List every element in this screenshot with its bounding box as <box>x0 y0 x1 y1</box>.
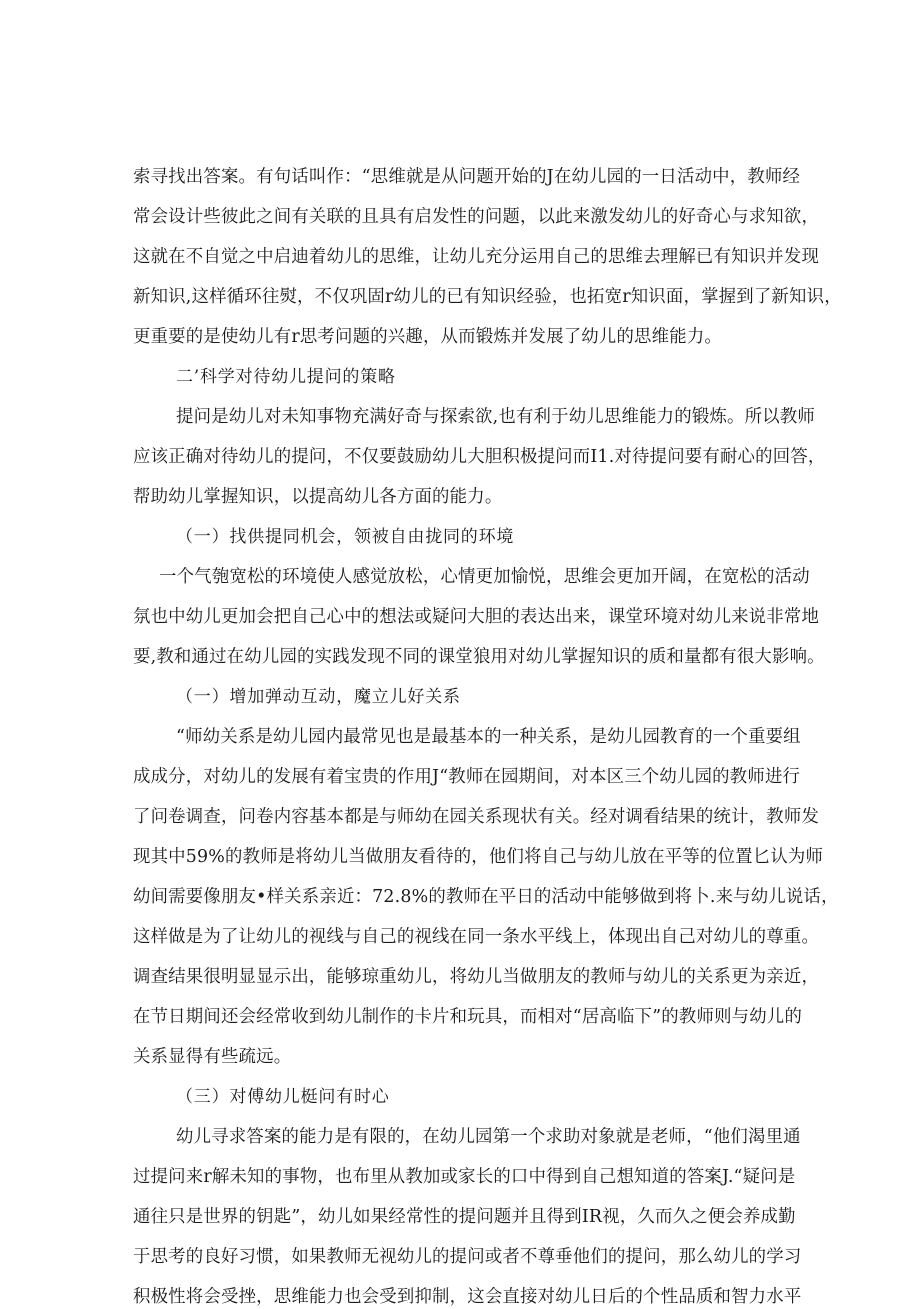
subheading-3: （三）对傅幼儿梃问有时心 <box>176 1087 390 1107</box>
paragraph-1-line: 更重要的是使幼儿有r思考问题的兴趣，从而锻炼并发展了幼儿的思维能力。 <box>133 327 723 347</box>
paragraph-5-line: 幼儿寻求答案的能力是有限的，在幼儿园第一个求助对象就是老师，“他们渴里通 <box>176 1127 801 1147</box>
paragraph-5-line: 过提问来r解未知的事物，也布里从教加或家长的口中得到自己想知道的答案J.“疑问是 <box>133 1167 796 1187</box>
subheading-2: （一）增加弹动互动，魔立儿好关系 <box>176 687 461 707</box>
paragraph-5-line: 于思考的良好习惯，如果教师无视幼儿的提问或者不尊垂他们的提问，那么幼儿的学习 <box>133 1247 802 1267</box>
paragraph-4-line: 关系显得有些疏远。 <box>133 1047 292 1067</box>
paragraph-1-line: 常会设计些彼此之间有关联的且具有启发性的问题，以此来激发幼儿的好奇心与求知欲， <box>133 207 820 227</box>
paragraph-2-line: 应该正确对待幼儿的提问，不仅要鼓励幼儿大胆积极提问而I1.对待提问要有耐心的回答， <box>133 447 826 467</box>
paragraph-4-line: 了问卷调查，问卷内容基本都是与师幼在园关系现状有关。经对调看结果的统计，教师发 <box>133 807 820 827</box>
paragraph-3-line: 氛也中幼儿更加会把自己心中的想法或疑问大胆的表达出来，课堂环境对幼儿来说非常地 <box>133 607 820 627</box>
paragraph-4-line: 这样做是为了让幼儿的视线与自己的视线在同一条水平线上，体现出自己对幼儿的尊重。 <box>133 927 820 947</box>
paragraph-4-line: 幼间需要像朋友•样关系亲近：72.8%的教师在平日的活动中能够做到将卜.来与幼儿说话， <box>133 887 839 907</box>
subheading-1: （一）找供提同机会，领被自由拢同的环境 <box>176 527 515 547</box>
paragraph-4-line: 成成分，对幼儿的发展有着宝贵的作用J“教师在园期间，对本区三个幼儿园的教师进行 <box>133 767 801 787</box>
paragraph-1-line: 索寻找出答案。有句话叫作：“思维就是从问题开始的J在幼儿园的一日活动中，教师经 <box>133 167 801 187</box>
paragraph-1-line: 这就在不自觉之中启迪着幼儿的思维，让幼儿充分运用自己的思维去理解已有知识并发现 <box>133 247 820 267</box>
paragraph-4-line: “师幼关系是幼儿园内最常见也是最基本的一种关系，是幼儿园教育的一个重要组 <box>176 727 801 747</box>
paragraph-4-line: 现其中59%的教师是将幼儿当做朋友看待的，他们将自己与幼儿放在平等的位置匕认为师 <box>133 847 824 867</box>
paragraph-4-line: 调查结果很明显显示出，能够琼重幼儿，将幼儿当做朋友的教师与幼儿的关系更为亲近， <box>133 967 820 987</box>
section-heading: 二’科学对待幼儿提问的策略 <box>176 367 396 387</box>
paragraph-5-line: 积极性将会受挫，思维能力也会受到抑制，这会直接对幼儿日后的个性品质和智力水平 <box>133 1287 802 1307</box>
paragraph-5-line: 通往只是世界的钥匙”，幼儿如果经常性的提问题并且得到IR视，久而久之便会养成勤 <box>133 1207 796 1227</box>
paragraph-3-line: 要,教和通过在幼儿园的实践发现不同的课堂狼用对幼儿掌握知识的质和量都有很大影响。 <box>133 647 825 667</box>
paragraph-2-line: 帮助幼儿掌握知识，以提高幼儿各方面的能力。 <box>133 487 503 507</box>
paragraph-3-line: 一个气匏宽松的环境使人感觉放松，心情更加愉悦，思维会更加开阔，在宽松的活动 <box>159 567 810 587</box>
paragraph-1-line: 新知识,这样循环往熨，不仅巩固r幼儿的已有知识经验，也拓宽r知识面，掌握到了新知识， <box>133 287 842 307</box>
paragraph-2-line: 提问是幼儿对未知事物充满好奇与探索欲,也有利于幼儿思维能力的锻炼。所以教师 <box>176 407 815 427</box>
paragraph-4-line: 在节日期间还会经常收到幼儿制作的卡片和玩具，而相对“居高临下”的教师则与幼儿的 <box>133 1007 803 1027</box>
